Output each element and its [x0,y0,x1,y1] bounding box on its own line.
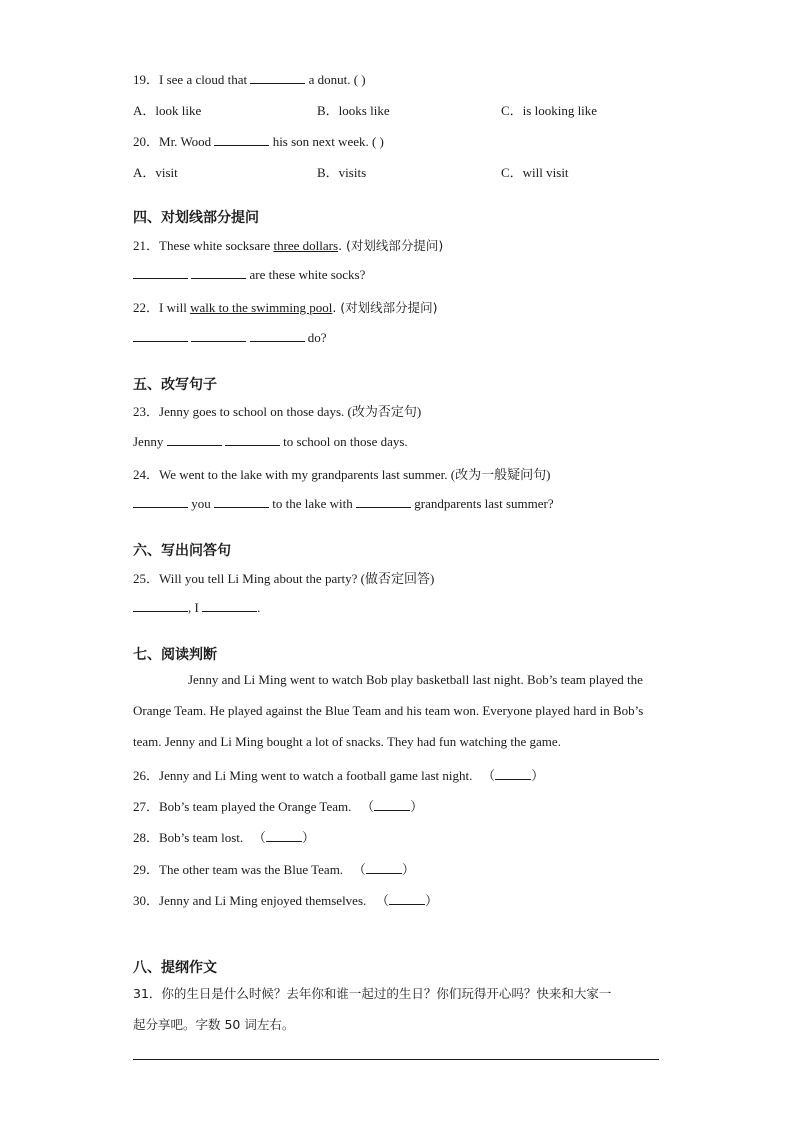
answer-blank[interactable] [191,329,246,342]
question-text: a donut. ( ) [308,72,366,87]
answer-text: , I [188,600,199,615]
answer-text: . [257,600,261,615]
answer-blank[interactable] [133,266,188,279]
question-text: These white socksare [159,238,274,253]
question-23 [133,401,421,420]
answer-line-25 [133,599,260,616]
answer-blank[interactable] [250,71,305,84]
option-a[interactable]: A．look like [133,103,202,118]
question-number: 23． [133,404,160,419]
answer-blank[interactable] [225,433,280,446]
option-a[interactable]: A．visit [133,165,178,180]
answer-blank[interactable] [356,495,411,508]
answer-blank[interactable] [133,329,188,342]
question-number: 24． [133,467,160,482]
question-text: Bob’s team lost. [159,830,244,845]
question-19 [133,69,366,88]
question-number: 26． [133,768,160,783]
answer-blank[interactable] [389,892,425,905]
judge-item-27: 27．Bob’s team played the Orange Team. （ ） [133,799,424,814]
question-text: Jenny and Li Ming went to watch a football game last night. [159,768,473,783]
reading-passage: Jenny and Li Ming went to watch Bob play basketball last night. Bob’s team played the Orange Team. He played against the Blue Team and his team won. Everyone played hard in Bob’s team. Jenny and Li Ming bought a lot of snacks. They had fun watching the game. [133,672,644,749]
question-number: 31． [133,986,162,1001]
question-number: 20． [133,134,160,149]
answer-blank[interactable] [133,599,188,612]
question-text: We went to the lake with my grandparents last summer. (改为一般疑问句) [159,467,551,482]
question-number: 28． [133,830,160,845]
answer-line-22 [133,329,327,346]
question-text: his son next week. ( ) [272,134,384,149]
question-number: 21． [133,238,160,253]
answer-blank[interactable] [366,861,402,874]
question-31-continued: 起分享吧。字数 50 词左右。 [133,1017,295,1032]
answer-text: are these white socks? [249,267,366,282]
instruction: . (对划线部分提问) [332,300,438,315]
answer-blank[interactable] [374,798,410,811]
answer-line-24 [133,495,554,512]
section-heading-6: 六、写出问答句 [133,543,231,559]
question-number: 25． [133,571,160,586]
question-31 [133,984,611,1002]
answer-blank[interactable] [214,495,269,508]
instruction: . (对划线部分提问) [338,238,444,253]
question-20 [133,131,384,150]
answer-text: Jenny [133,434,164,449]
option-c[interactable]: C．will visit [501,165,569,180]
option-c[interactable]: C．is looking like [501,103,598,118]
answer-blank[interactable] [191,266,246,279]
question-text: Jenny and Li Ming enjoyed themselves. [159,893,367,908]
question-text: The other team was the Blue Team. [159,862,344,877]
answer-line-23 [133,433,408,450]
judge-item-28: 28．Bob’s team lost. （ ） [133,830,315,845]
judge-item-30: 30．Jenny and Li Ming enjoyed themselves. （ ） [133,893,439,908]
answer-text: do? [307,330,327,345]
answer-text: grandparents last summer? [414,496,554,511]
question-text: I see a cloud that [159,72,248,87]
underlined-phrase: walk to the swimming pool [190,300,333,315]
section-heading-5: 五、改写句子 [133,377,217,393]
option-b[interactable]: B．visits [317,165,367,180]
question-21 [133,235,443,254]
question-24 [133,464,550,483]
question-22 [133,297,438,316]
answer-text: to school on those days. [283,434,408,449]
section-heading-7: 七、阅读判断 [133,647,217,663]
question-number: 22． [133,300,160,315]
question-text: Bob’s team played the Orange Team. [159,799,352,814]
question-text: 你的生日是什么时候？去年你和谁一起过的生日？你们玩得开心吗？快来和大家一 [161,986,612,1001]
answer-blank[interactable] [266,829,302,842]
answer-blank[interactable] [202,599,257,612]
answer-line-21 [133,266,365,283]
answer-blank[interactable] [495,767,531,780]
question-text: Mr. Wood [159,134,212,149]
section-heading-4: 四、对划线部分提问 [133,210,259,226]
judge-item-26: 26．Jenny and Li Ming went to watch a football game last night. （ ） [133,768,545,783]
section-heading-8: 八、提纲作文 [133,960,217,976]
answer-text: you [191,496,211,511]
question-text: Jenny goes to school on those days. (改为否定句) [159,404,422,419]
answer-blank[interactable] [250,329,305,342]
option-b[interactable]: B．looks like [317,103,390,118]
answer-text: to the lake with [272,496,353,511]
question-number: 19． [133,72,160,87]
answer-blank[interactable] [167,433,222,446]
question-text: I will [159,300,191,315]
answer-blank[interactable] [133,495,188,508]
question-number: 30． [133,893,160,908]
writing-line[interactable] [133,1059,659,1060]
question-25 [133,568,434,587]
question-text: Will you tell Li Ming about the party? (做否定回答) [159,571,435,586]
judge-item-29: 29．The other team was the Blue Team. （ ） [133,862,415,877]
underlined-phrase: three dollars [273,238,339,253]
question-number: 29． [133,862,160,877]
question-number: 27． [133,799,160,814]
answer-blank[interactable] [214,133,269,146]
